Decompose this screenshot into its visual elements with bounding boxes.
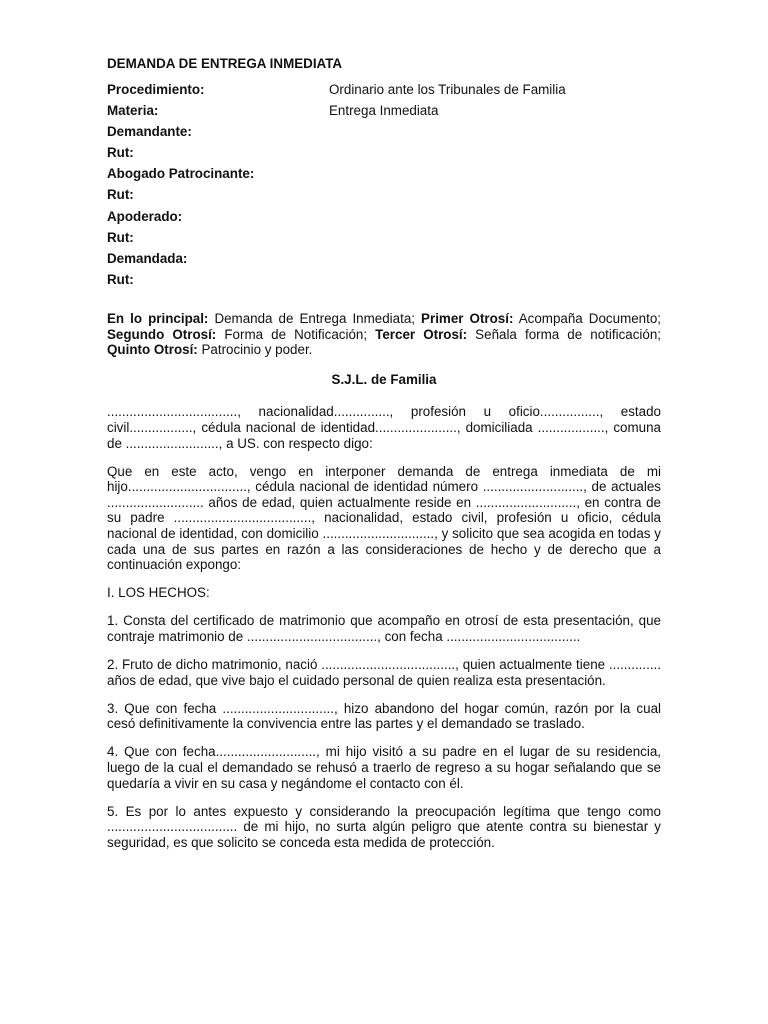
sumilla-quinto-text: Patrocinio y poder. <box>197 342 313 358</box>
field-rut-apoderado <box>107 227 661 248</box>
hecho-1: 1. Consta del certificado de matrimonio que acompaño en otrosí de esta presentación, que contraje matrimonio de ..................................., con fecha .................................... <box>107 613 661 644</box>
field-label: Apoderado: <box>107 208 183 224</box>
field-label: Rut: <box>107 229 134 245</box>
field-value: Entrega Inmediata <box>329 103 439 119</box>
field-materia <box>107 100 661 121</box>
hecho-4: 4. Que con fecha..........................., mi hijo visitó a su padre en el lugar de su residencia, luego de la cual el demandado se rehusó a traerlo de regreso a su hogar señalando que se quedaría a vivir en su casa y negándome el contacto con él. <box>107 744 661 791</box>
hecho-5: 5. Es por lo antes expuesto y considerando la preocupación legítima que tengo como ................................... de mi hijo, no surta algún peligro que atente contra su bienestar y seguridad, es que solicito se conceda esta medida de protección. <box>107 803 661 850</box>
sumilla-segundo-text: Forma de Notificación; <box>216 326 376 342</box>
field-apoderado <box>107 206 661 227</box>
header-fields <box>107 79 661 290</box>
sumilla-segundo-label: Segundo Otrosí: <box>107 326 217 342</box>
sumilla <box>107 311 661 358</box>
document-title: DEMANDA DE ENTREGA INMEDIATA <box>107 56 343 71</box>
field-label: Demandante: <box>107 124 192 140</box>
intro-paragraph: Que en este acto, vengo en interponer demanda de entrega inmediata de mi hijo................................, cédula nacional de identidad número ..........................., de actuales .......................... años de edad, quien actualmente reside en ..........................., en contra de su padre ....................................., nacionalidad, estado civil, profesión u oficio, cédula nacional de identidad, con domicilio .............................., y solicito que sea acogida en todas y cada una de sus partes en razón a las consideraciones de hecho y de derecho que a continuación expongo: <box>107 463 661 573</box>
field-demandada <box>107 248 661 269</box>
hecho-3: 3. Que con fecha .............................., hizo abandono del hogar común, razón por la cual cesó definitivamente la convivencia entre las partes y el demandado se traslado. <box>107 700 661 732</box>
field-label: Rut: <box>107 187 134 203</box>
document-body <box>107 56 661 850</box>
field-label: Abogado Patrocinante: <box>107 166 255 182</box>
tribunal-heading: S.J.L. de Familia <box>331 371 437 387</box>
sumilla-principal-label: En lo principal: <box>107 310 209 326</box>
field-label: Rut: <box>107 271 134 287</box>
sumilla-tercer-label: Tercer Otrosí: <box>375 326 468 342</box>
compareciente-paragraph: ..................................., nacionalidad..............., profesión u oficio................, estado civil................., cédula nacional de identidad......................, domiciliada .................., comuna de ........................., a US. con respecto digo: <box>107 404 661 451</box>
field-label: Procedimiento: <box>107 82 205 97</box>
field-procedimiento <box>107 79 661 100</box>
field-label: Materia: <box>107 103 159 119</box>
field-value: Ordinario ante los Tribunales de Familia <box>329 82 566 97</box>
section-heading: I. LOS HECHOS: <box>107 585 210 601</box>
field-rut-demandante <box>107 142 661 163</box>
sumilla-tercer-text: Señala forma de notificación; <box>467 326 661 342</box>
field-abogado <box>107 163 661 184</box>
hecho-2: 2. Fruto de dicho matrimonio, nació ...................................., quien actualmente tiene .............. años de edad, que vive bajo el cuidado personal de quien realiza esta presentación. <box>107 657 661 688</box>
sumilla-quinto-label: Quinto Otrosí: <box>107 342 198 358</box>
sumilla-principal-text: Demanda de Entrega Inmediata; <box>208 310 422 326</box>
field-rut-abogado <box>107 184 661 205</box>
field-label: Demandada: <box>107 250 188 266</box>
sumilla-primer-label: Primer Otrosí: <box>421 310 514 326</box>
field-label: Rut: <box>107 145 134 161</box>
field-demandante <box>107 121 661 142</box>
field-rut-demandada <box>107 269 661 290</box>
sumilla-primer-text: Acompaña Documento; <box>513 310 662 326</box>
